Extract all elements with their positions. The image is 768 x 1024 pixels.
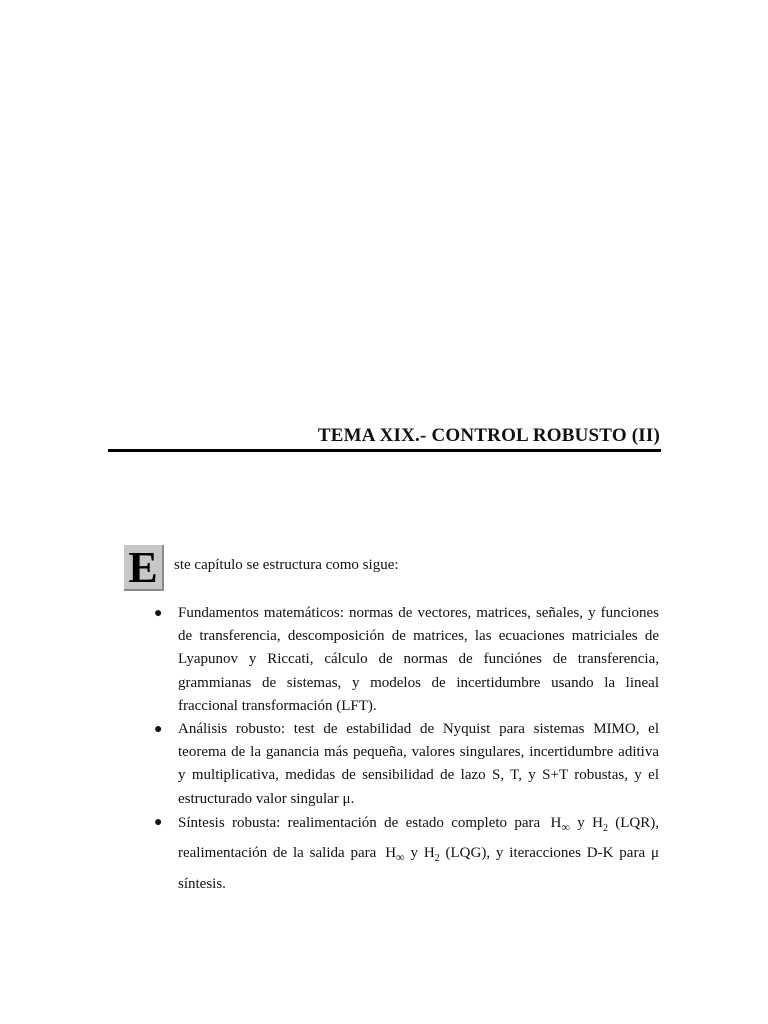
topic-text-segment: y (404, 845, 424, 862)
h-letter: H (592, 814, 603, 831)
topic-text-segment: (LQG), y iteracciones D-K para μ síntesis. (178, 845, 659, 892)
topic-text: Fundamentos matemáticos: normas de vectores, matrices, señales, y funciones de transferencia, descomposición de matrices, las ecuaciones matriciales de Lyapunov y Riccati, cálculo de normas de funciónes de transferencia, grammianas de sistemas, y modelos de incertidumbre usando la lineal fraccional transformación (LFT). (178, 605, 659, 714)
infinity-subscript: ∞ (561, 819, 570, 834)
list-item (151, 718, 659, 811)
bullet-icon: ● (154, 722, 163, 738)
list-item (151, 811, 659, 897)
two-subscript: 2 (602, 822, 608, 834)
h-infinity-symbol (550, 814, 570, 834)
chapter-title: TEMA XIX.- CONTROL ROBUSTO (II) (317, 425, 660, 446)
intro-text: ste capítulo se estructura como sigue: (174, 557, 399, 573)
topic-text: Análisis robusto: test de estabilidad de Nyquist para sistemas MIMO, el teorema de la ganancia más pequeña, valores singulares, incertidumbre aditiva y multiplicativa, medidas de sensibilidad de lazo S, T, y S+T robustas, y el estructurado valor singular μ. (178, 721, 659, 807)
topic-text (178, 815, 659, 892)
list-item (151, 602, 659, 718)
topic-list (151, 602, 659, 896)
topic-text-segment: y (569, 814, 593, 831)
topic-text-segment: (LQR), realimentación de la salida para (178, 814, 660, 862)
h-letter: H (423, 845, 435, 862)
drop-cap: E (124, 545, 164, 591)
h2-symbol (423, 845, 440, 865)
h2-symbol (592, 814, 608, 834)
bullet-icon: ● (154, 814, 163, 830)
two-subscript: 2 (434, 853, 440, 865)
title-rule (108, 449, 661, 452)
bullet-icon: ● (154, 606, 163, 621)
h-infinity-symbol (385, 845, 405, 865)
infinity-subscript: ∞ (396, 850, 405, 865)
h-letter: H (385, 845, 397, 862)
h-letter: H (550, 814, 562, 831)
topic-text-segment: Síntesis robusta: realimentación de estado completo para (178, 814, 548, 831)
